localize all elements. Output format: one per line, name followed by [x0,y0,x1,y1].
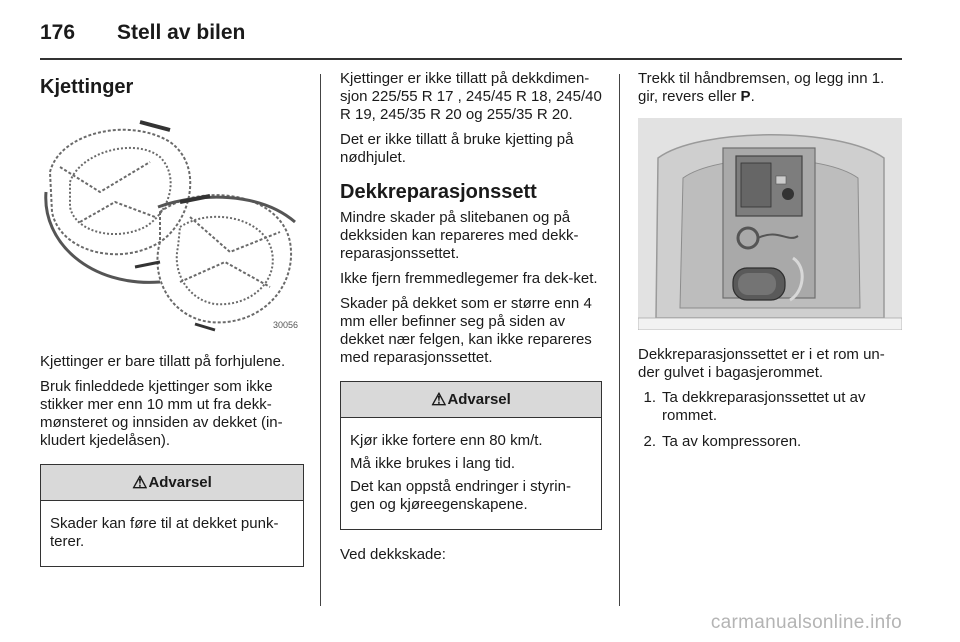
warning-body [341,418,601,529]
trunk-compartment-drawing [638,118,902,330]
paragraph: Ved dekkskade: [340,546,446,563]
paragraph: Bruk finleddede kjettinger som ikke stikker mer enn 10 mm ut fra dekk-mønsteret og innsiden av dekket (in-kludert kjedelåsen). [40,378,283,449]
page-number: 176 [40,21,76,44]
warning-title: Advarsel [148,474,212,491]
page-header [40,18,245,48]
step-number: 2. [643,433,656,450]
warning-icon: ⚠ [431,389,447,409]
watermark: carmanualsonline.info [710,612,902,633]
list-item [638,389,902,425]
warning-box [40,464,304,567]
paragraph: Skader på dekket som er større enn 4 mm eller befinner seg på siden av dekket nær felgen, kan ikke repareres med reparasjonssettet. [340,295,592,366]
paragraph: Mindre skader på slitebanen og på dekksiden kan repareres med dekk-reparasjonssettet. [340,209,579,262]
warning-text: Må ikke brukes i lang tid. [350,455,516,472]
warning-body [41,501,303,566]
paragraph: Det er ikke tillatt å bruke kjetting på nødhjulet. [340,131,574,166]
step-text: Ta av kompressoren. [662,433,802,450]
paragraph: Ikke fjern fremmedlegemer fra dek-ket. [340,270,598,287]
paragraph: Dekkreparasjonssettet er i et rom un-der gulvet i bagasjerommet. [638,346,885,381]
gear-p-label: P [740,88,751,105]
warning-box [340,381,602,530]
column-2 [340,70,602,571]
section-heading-chains: Kjettinger [40,76,134,98]
figure-code: 30056 [272,320,298,330]
column-divider [619,74,620,606]
warning-header [341,382,601,418]
column-divider [320,74,321,606]
paragraph [638,70,902,106]
page-title: Stell av bilen [117,21,246,44]
paragraph-end: . [750,88,755,105]
step-number: 1. [643,389,656,406]
paragraph-text: Trekk til håndbremsen, og legg inn 1. gir, revers eller [638,70,885,105]
warning-title: Advarsel [447,391,511,408]
list-item [638,433,902,451]
warning-text: Kjør ikke fortere enn 80 km/t. [350,432,543,449]
snow-chains-illustration [40,112,304,338]
repair-kit-trunk-photo [638,118,902,330]
step-text: Ta dekkreparasjonssettet ut av rommet. [662,389,866,424]
column-3 [638,70,902,459]
column-1 [40,70,304,583]
paragraph: Kjettinger er ikke tillatt på dekkdimen-sjon 225/55 R 17 , 245/45 R 18, 245/40 R 19, 245/35 R 20 og 255/35 R 20. [340,70,602,123]
warning-header [41,465,303,501]
steps-list [638,389,902,451]
header-rule [40,58,902,60]
section-heading-repair-kit: Dekkreparasjonssett [340,181,537,203]
warning-text: Skader kan føre til at dekket punk-terer. [50,515,279,550]
paragraph: Kjettinger er bare tillatt på forhjulene. [40,353,286,370]
warning-text: Det kan oppstå endringer i styrin-gen og kjøreegenskapene. [350,478,571,513]
warning-icon: ⚠ [132,472,148,492]
snow-chains-drawing [40,112,304,338]
